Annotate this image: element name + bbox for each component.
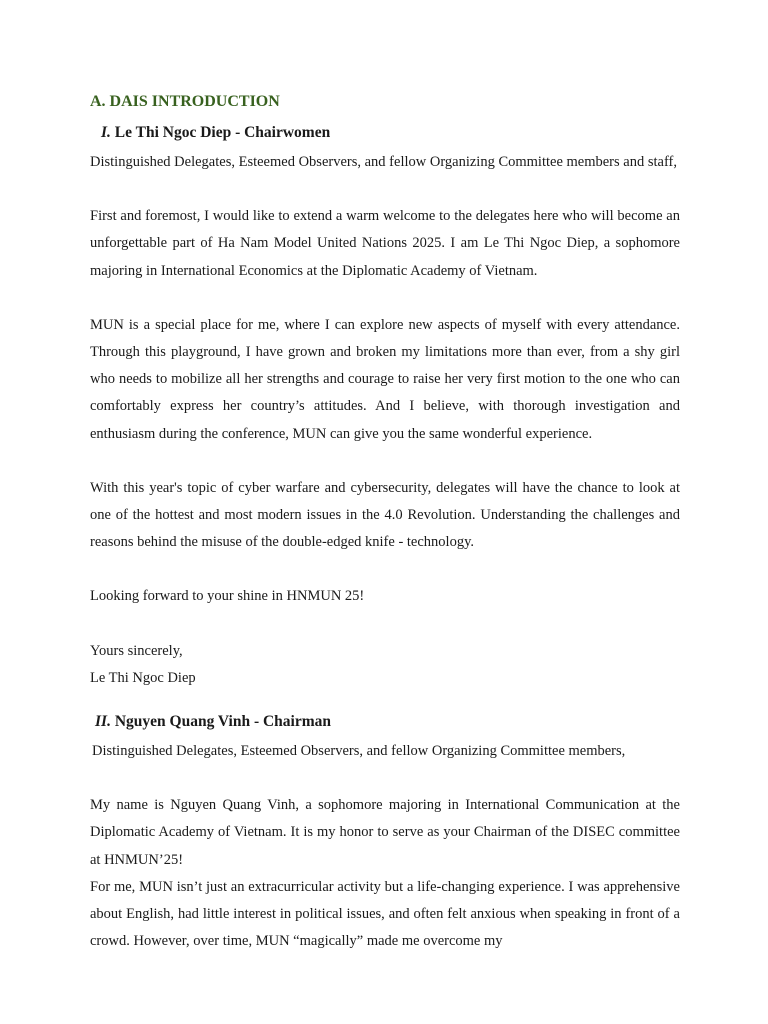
chair1-title: Le Thi Ngoc Diep - Chairwomen: [114, 124, 331, 141]
chair1-greeting: Distinguished Delegates, Esteemed Observers, and fellow Organizing Committee members and staff,: [90, 154, 677, 170]
chair2-number: II.: [95, 713, 111, 731]
chair2-greeting: Distinguished Delegates, Esteemed Observers, and fellow Organizing Committee members,: [92, 743, 626, 760]
chair1-heading: [90, 121, 680, 145]
chair2-paragraph-2: For me, MUN isn’t just an extracurricular activity but a life-changing experience. I was apprehensive about English, had little interest in political issues, and often felt anxious when speaking in front of a crowd. However, over time, MUN “magically” made me overcome my: [90, 878, 680, 950]
document-body: [90, 90, 680, 955]
chair1-signature: Le Thi Ngoc Diep: [90, 669, 196, 686]
chair2-heading: [90, 710, 680, 734]
chair2-title: Nguyen Quang Vinh - Chairman: [114, 713, 332, 731]
chair1-closing: Yours sincerely,: [90, 642, 183, 659]
chair1-paragraph-3: With this year's topic of cyber warfare and cybersecurity, delegates will have the chance to look at one of the hottest and most modern issues in the 4.0 Revolution. Understanding the challenges and reasons behind the misuse of the double-edged knife - technology.: [90, 479, 680, 551]
chair1-paragraph-2: MUN is a special place for me, where I can explore new aspects of myself with every attendance. Through this playground, I have grown and broken my limitations more than ever, from a shy girl who needs to mobilize all her strengths and courage to raise her very first motion to the one who can comfortably express her country’s attitudes. And I believe, with thorough investigation and enthusiasm during the conference, MUN can give you the same wonderful experience.: [90, 316, 680, 442]
chair1-number: I.: [101, 124, 111, 141]
chair2-paragraph-1: My name is Nguyen Quang Vinh, a sophomore majoring in International Communication at the Diplomatic Academy of Vietnam. It is my honor to serve as your Chairman of the DISEC committee at HNMUN’25!: [90, 797, 680, 868]
section-heading: A. DAIS INTRODUCTION: [90, 93, 280, 110]
chair1-paragraph-4: Looking forward to your shine in HNMUN 25!: [90, 588, 365, 605]
chair1-paragraph-1: First and foremost, I would like to extend a warm welcome to the delegates here who will become an unforgettable part of Ha Nam Model United Nations 2025. I am Le Thi Ngoc Diep, a sophomore majoring in International Economics at the Diplomatic Academy of Vietnam.: [90, 208, 680, 279]
